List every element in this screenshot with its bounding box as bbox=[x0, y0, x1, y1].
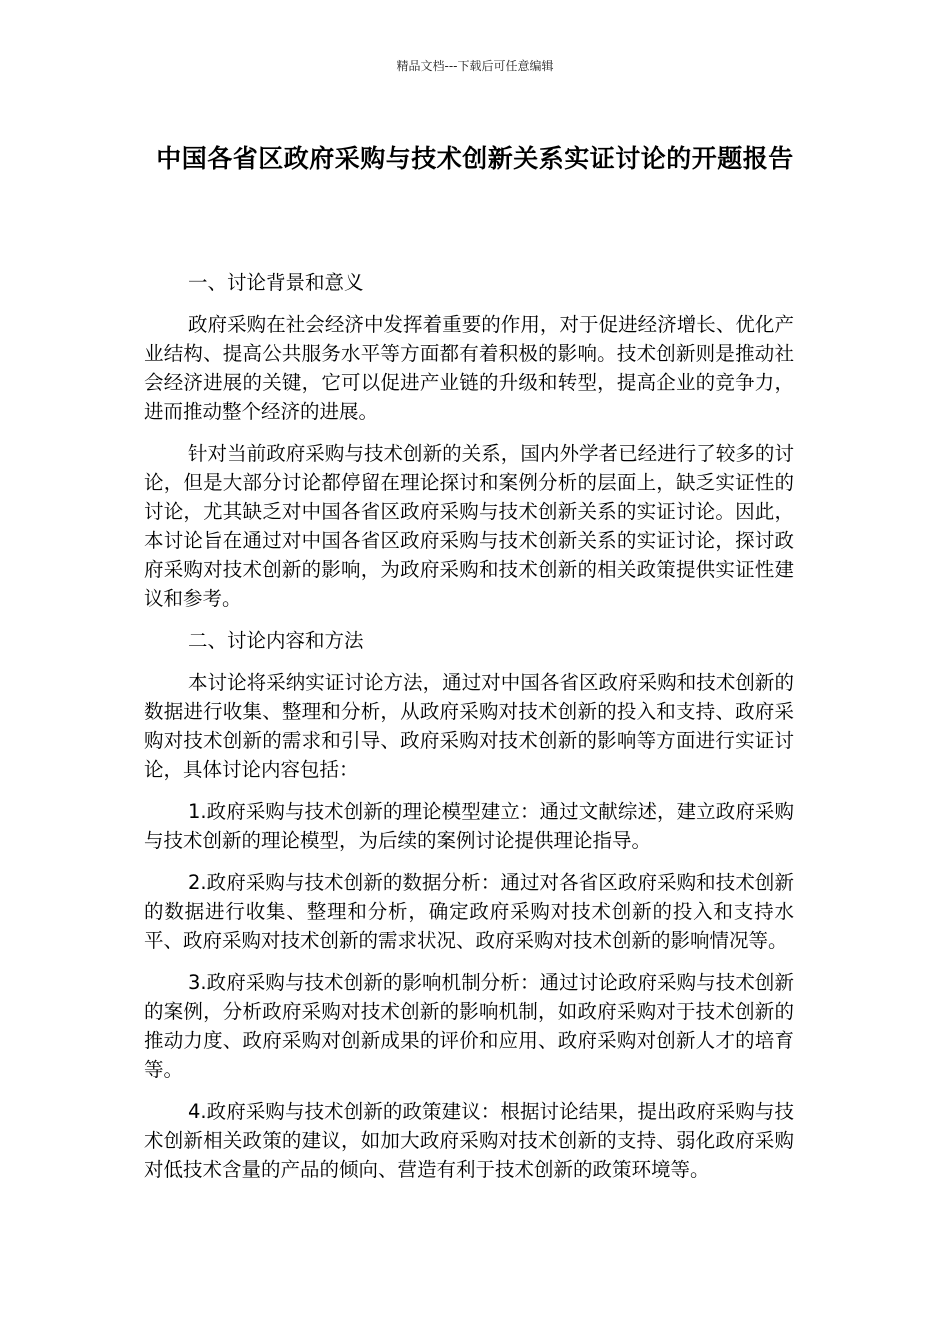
header-note: 精品文档---下载后可任意编辑 bbox=[396, 59, 554, 73]
section-heading-content-methods: 二、讨论内容和方法 bbox=[188, 629, 364, 652]
list-item-3: 3.政府采购与技术创新的影响机制分析：通过讨论政府采购与技术创新的案例，分析政府采购对技术创新的影响机制，如政府采购对于技术创新的推动力度、政府采购对创新成果的评价和应用、政府采购对创新人才的培育等。 bbox=[144, 971, 794, 1081]
list-item-2: 2.政府采购与技术创新的数据分析：通过对各省区政府采购和技术创新的数据进行收集、整理和分析，确定政府采购对技术创新的投入和支持水平、政府采购对技术创新的需求状况、政府采购对技术创新的影响情况等。 bbox=[144, 871, 794, 952]
document-title: 中国各省区政府采购与技术创新关系实证讨论的开题报告 bbox=[156, 144, 794, 173]
paragraph-methods-intro: 本讨论将采纳实证讨论方法，通过对中国各省区政府采购和技术创新的数据进行收集、整理和分析，从政府采购对技术创新的投入和支持、政府采购对技术创新的需求和引导、政府采购对技术创新的影响等方面进行实证讨论，具体讨论内容包括： bbox=[144, 671, 794, 781]
document-body bbox=[144, 268, 794, 1197]
list-item-1: 1.政府采购与技术创新的理论模型建立：通过文献综述，建立政府采购与技术创新的理论模型，为后续的案例讨论提供理论指导。 bbox=[144, 800, 794, 852]
paragraph-background-1: 政府采购在社会经济中发挥着重要的作用，对于促进经济增长、优化产业结构、提高公共服务水平等方面都有着积极的影响。技术创新则是推动社会经济进展的关键，它可以促进产业链的升级和转型，提高企业的竞争力，进而推动整个经济的进展。 bbox=[144, 313, 794, 423]
section-heading-background: 一、讨论背景和意义 bbox=[188, 271, 364, 294]
list-item-4: 4.政府采购与技术创新的政策建议：根据讨论结果，提出政府采购与技术创新相关政策的建议，如加大政府采购对技术创新的支持、弱化政府采购对低技术含量的产品的倾向、营造有利于技术创新的政策环境等。 bbox=[144, 1100, 794, 1181]
paragraph-background-2: 针对当前政府采购与技术创新的关系，国内外学者已经进行了较多的讨论，但是大部分讨论都停留在理论探讨和案例分析的层面上，缺乏实证性的讨论，尤其缺乏对中国各省区政府采购与技术创新关系的实证讨论。因此，本讨论旨在通过对中国各省区政府采购与技术创新关系的实证讨论，探讨政府采购对技术创新的影响，为政府采购和技术创新的相关政策提供实证性建议和参考。 bbox=[144, 442, 794, 610]
